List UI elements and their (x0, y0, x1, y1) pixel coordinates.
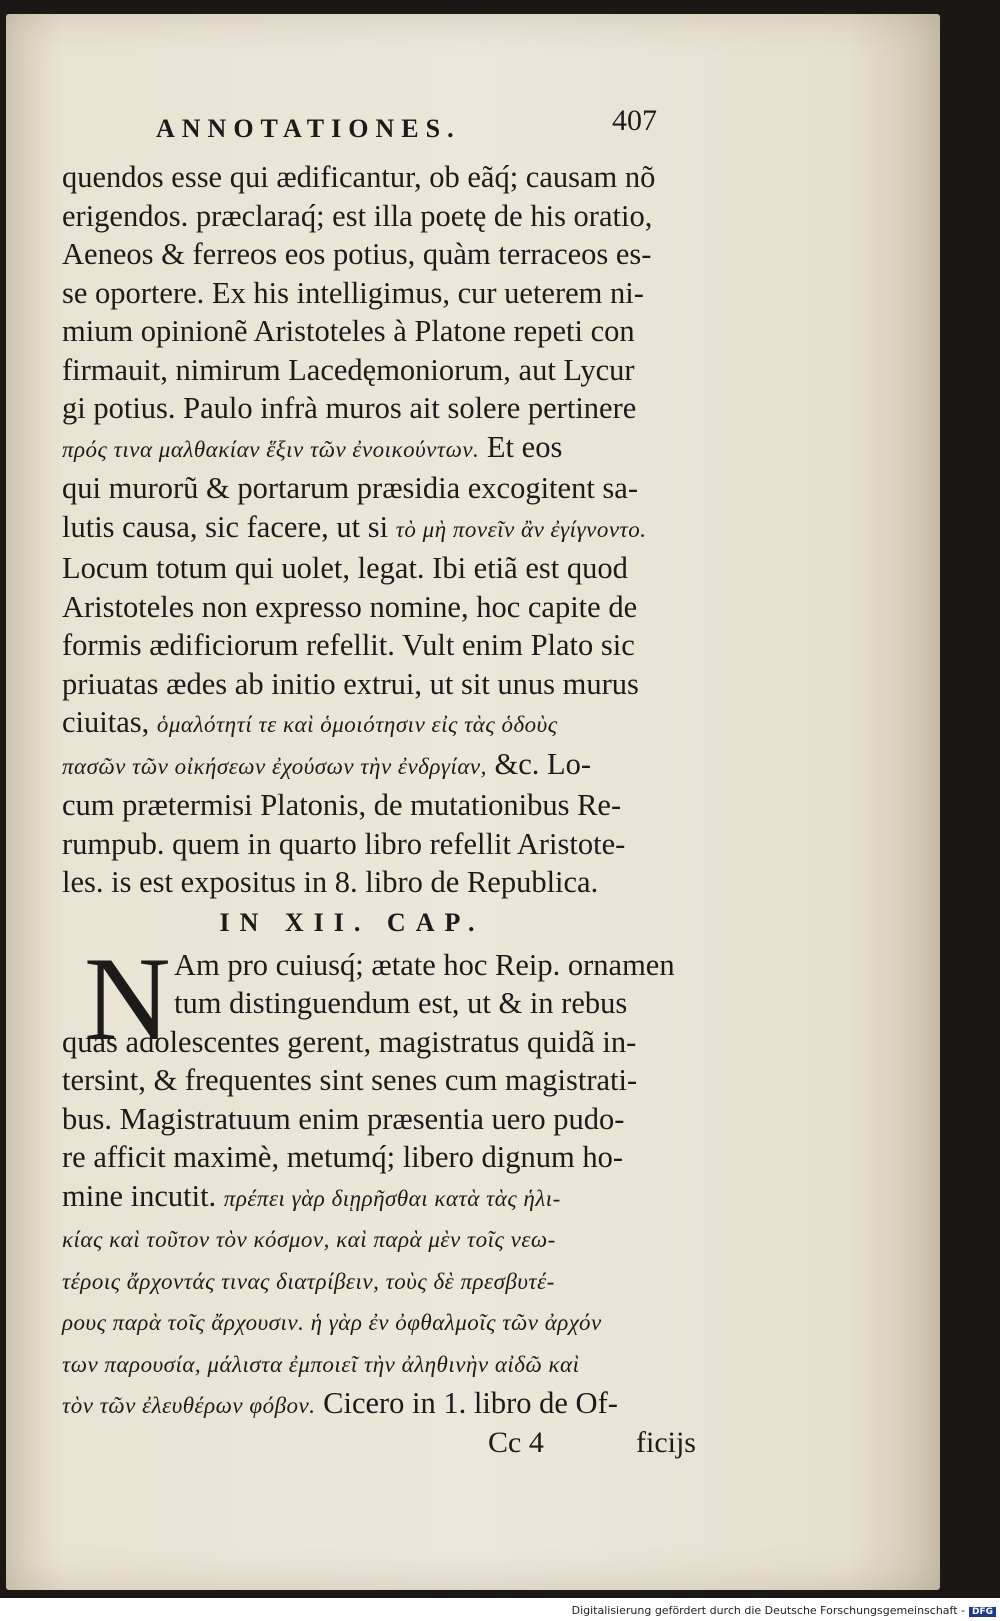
text-line: erigendos. præclaraq́; est illa poetę de his oratio, (62, 198, 653, 233)
greek-quote: τὸ μὴ πονεῖν ἂν ἐγίγνοντο. (395, 516, 647, 542)
latin-text: &c. Lo- (486, 746, 592, 781)
page-number: 407 (612, 104, 657, 137)
text-line: tum distinguendum est, ut & in rebus (174, 986, 628, 1020)
signature-mark: Cc 4 (488, 1425, 544, 1459)
greek-quote: ὁμαλότητί τε καὶ ὁμοιότησιν εἰς τὰς ὁδοὺς (156, 712, 558, 737)
latin-text: ciuitas, (62, 705, 157, 739)
text-line: Locum totum qui uolet, legat. Ibi etiã est quod (62, 551, 628, 585)
text-line-greek (62, 1384, 702, 1426)
greek-quote: πασῶν τῶν οἰκήσεων ἐχούσων τὴν ἐνδργίαν, (62, 753, 487, 779)
greek-quote: των παρουσία, μάλιστα ἐμποιεῖ τὴν ἀληθινὴν αἰδῶ καὶ (62, 1351, 580, 1377)
text-line: re afficit maximè, metumq́; libero dignum ho- (62, 1140, 624, 1174)
text-line-greek (62, 1177, 702, 1219)
greek-quote: πρός τινα μαλθακίαν ἕξιν τῶν ἐνοικούντων. (62, 436, 480, 462)
paragraph-1 (62, 158, 702, 902)
section-heading: IN XII. CAP. (219, 907, 485, 937)
text-line: qui murorũ & portarum præsidia excogitent sa- (62, 471, 638, 505)
text-line: quendos esse qui ædificantur, ob eãq́; causam nõ (62, 160, 656, 194)
text-line: mium opinionẽ Aristoteles à Platone repeti con (62, 314, 635, 348)
paragraph-2 (62, 931, 702, 1426)
latin-text: mine incutit. (62, 1178, 224, 1213)
greek-quote: κίας καὶ τοῦτον τὸν κόσμον, καὶ παρὰ μὲν τοῖς νεω- (62, 1227, 556, 1252)
text-line: quas adolescentes gerent, magistratus quidã in- (62, 1024, 637, 1059)
greek-quote: τέροις ἄρχοντάς τινας διατρίβειν, τοὺς δὲ πρεσβυτέ- (62, 1268, 555, 1294)
text-line-greek (62, 1260, 702, 1302)
text-line: formis ædificiorum refellit. Vult enim Plato sic (62, 628, 635, 662)
text-line: Aeneos & ferreos eos potius, quàm terraceos es- (62, 237, 652, 271)
text-line: priuatas ædes ab initio extrui, ut sit unus murus (62, 666, 639, 701)
text-line: bus. Magistratuum enim præsentia uero pudo- (62, 1101, 625, 1136)
text-line-greek (62, 703, 702, 745)
text-line-greek (62, 1218, 702, 1260)
text-line: les. is est expositus in 8. libro de Republica. (62, 865, 599, 899)
text-line: Am pro cuiusq́; ætate hoc Reip. ornamen (174, 947, 675, 982)
text-line-greek (62, 508, 702, 550)
text-line: gi potius. Paulo infrà muros ait solere pertinere (62, 391, 637, 425)
running-title: ANNOTATIONES. (156, 114, 461, 143)
text-line: cum prætermisi Platonis, de mutationibus Re- (62, 788, 622, 822)
text-line: tersint, & frequentes sint senes cum magistrati- (62, 1063, 638, 1097)
greek-quote: ρους παρὰ τοῖς ἄρχουσιν. ἡ γὰρ ἐν ὀφθαλμοῖς τῶν ἀρχόν (62, 1310, 602, 1335)
text-line: Aristoteles non expresso nomine, hoc capite de (62, 589, 638, 624)
text-line-greek (62, 745, 702, 787)
signature-row (62, 1426, 702, 1466)
text-line-greek (62, 1343, 702, 1385)
text-line: se oportere. Ex his intelligimus, cur ueterem ni- (62, 275, 644, 310)
text-block (62, 104, 702, 1466)
latin-text: Cicero in 1. libro de Of- (315, 1386, 618, 1420)
greek-quote: πρέπει γὰρ διῃρῆσθαι κατὰ τὰς ἡλι- (223, 1185, 561, 1211)
book-page (6, 14, 940, 1590)
text-line-greek (62, 1301, 702, 1343)
dfg-logo: DFG (969, 1607, 996, 1617)
text-line: firmauit, nimirum Lacedęmoniorum, aut Lycur (62, 352, 635, 387)
text-line: rumpub. quem in quarto libro refellit Aristote- (62, 826, 626, 861)
credit-text: Digitalisierung gefördert durch die Deutsche Forschungsgemeinschaft - (571, 1604, 965, 1617)
drop-cap: N (84, 931, 171, 1065)
latin-text: Et eos (479, 429, 563, 464)
running-head (62, 104, 702, 158)
latin-text: lutis causa, sic facere, ut si (62, 509, 396, 544)
digitization-credit (572, 1604, 996, 1617)
greek-quote: τὸν τῶν ἐλευθέρων φόβον. (62, 1393, 316, 1418)
text-line-greek (62, 428, 702, 470)
catchword: ficijs (636, 1425, 696, 1459)
